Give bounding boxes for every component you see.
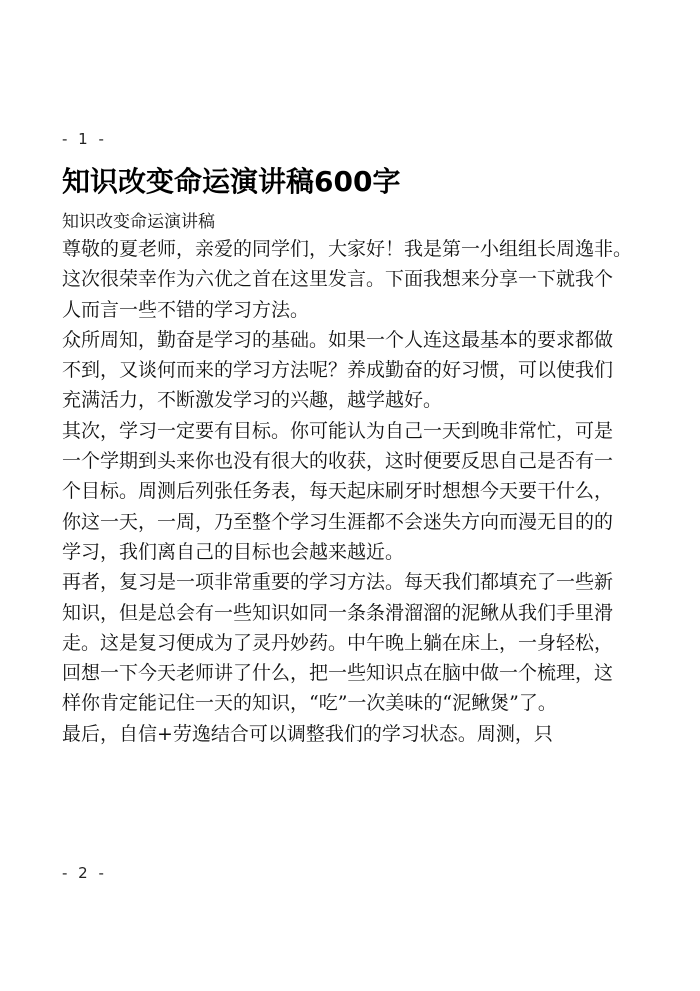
body-line: 尊敬的夏老师，亲爱的同学们，大家好！我是第一小组组长周逸非。: [62, 238, 633, 260]
body-line: 你这一天，一周，乃至整个学习生涯都不会迷失方向而漫无目的的: [62, 510, 614, 533]
body-line: 个目标。周测后列张任务表，每天起床刷牙时想想今天要干什么，: [62, 480, 614, 503]
body-line: 样你肯定能记住一天的知识，“吃”一次美味的“泥鳅煲”了。: [62, 692, 557, 715]
body-line: 其次，学习一定要有目标。你可能认为自己一天到晚非常忙，可是: [62, 419, 614, 442]
body-line: 再者，复习是一项非常重要的学习方法。每天我们都填充了一些新: [62, 571, 614, 594]
body-line: 最后，自信+劳逸结合可以调整我们的学习状态。周测，只: [62, 722, 553, 745]
body-line: 充满活力，不断激发学习的兴趣，越学越好。: [62, 389, 443, 412]
body-line: 人而言一些不错的学习方法。: [62, 298, 310, 321]
body-line: 这次很荣幸作为六优之首在这里发言。下面我想来分享一下就我个: [62, 268, 614, 291]
body-line: 不到，又谈何而来的学习方法呢？养成勤奋的好习惯，可以使我们: [62, 359, 614, 382]
document-body: [62, 234, 662, 749]
page-number-top: - 1 -: [62, 130, 107, 148]
document-title: 知识改变命运演讲稿600字: [62, 165, 401, 198]
page-number-bottom: - 2 -: [62, 864, 107, 882]
body-line: 一个学期到头来你也没有很大的收获，这时便要反思自己是否有一: [62, 450, 614, 473]
body-line: 回想一下今天老师讲了什么，把一些知识点在脑中做一个梳理，这: [62, 662, 614, 685]
body-line: 走。这是复习便成为了灵丹妙药。中午晚上躺在床上，一身轻松，: [62, 631, 614, 654]
document-subtitle: 知识改变命运演讲稿: [62, 212, 215, 232]
body-line: 学习，我们离自己的目标也会越来越近。: [62, 540, 405, 563]
body-line: 众所周知，勤奋是学习的基础。如果一个人连这最基本的要求都做: [62, 328, 614, 351]
body-line: 知识，但是总会有一些知识如同一条条滑溜溜的泥鳅从我们手里滑: [62, 601, 614, 624]
